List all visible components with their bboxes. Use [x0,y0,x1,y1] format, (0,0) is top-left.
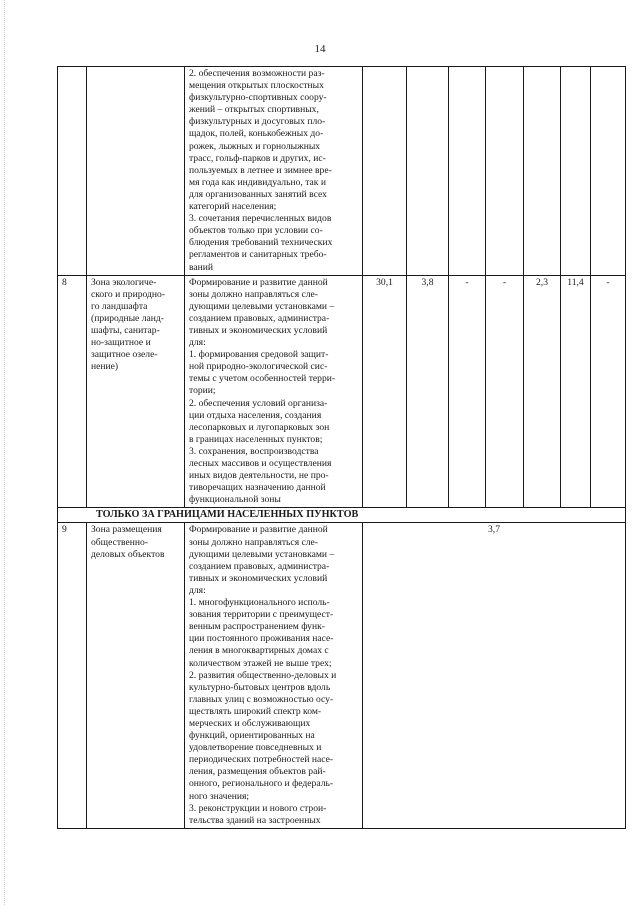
continuation-text: 2. обеспечения возможности раз- мещения открытых плоскостных физкультурно-спортивных соору- жений – открытых спортивных, физкультурных и досуговых пло- щадок, полей, конькобежных до- рожек, лыжных и горнолыжных трасс, гольф-парков и других, ис- пользуемых в летнее и зимнее вре- мя года как индивидуально, так и для организованных занятий всех категорий населения; 3. сочетания перечисленных видов объектов только при условии со- блюдения требований технических регламентов и санитарных требо- ваний [189,68,333,273]
value-cell: 3,8 [407,275,449,508]
page-number: 14 [314,43,326,55]
cell-value [486,67,524,276]
zone-description-text: Формирование и развитие данной зоны должно направляться сле- дующими целевыми установками – созданием правовых, администра- тивных и экономических условий для: 1. многофункционального исполь- зования территории с преимущест- венным распространением функ- ции постоянного проживания насе- ления в многоквартирных домах с количеством этажей не выше трех; 2. развития общественно-деловых и культурно-бытовых центров вдоль главных улиц с возможностью осу- ществлять широкий спектр ком- мерческих и обслуживающих функций, ориентированных на удовлетворение повседневных и периодических потребностей насе- ления, размещения объектов рай- онного, регионального и федераль- ного значения; 3. реконструкции и нового строи- тельства зданий на застроенных [189,524,337,826]
zones-table [57,66,626,829]
cell-value [561,67,591,276]
zone-name-text: Зона размещения общественно- деловых объектов [91,524,165,560]
table-row-9 [58,523,626,828]
zone-name [87,523,185,828]
zone-description [185,275,363,508]
zone-name [87,275,185,508]
cell-description [185,67,363,276]
zone-name-text: Зона экологиче- ского и природно- го ландшафта (природные ланд- шафты, санитар- но-защитное и защитное озеле- нение) [91,276,166,373]
row-number: 9 [58,523,87,828]
value-cell: 30,1 [363,275,407,508]
table-row-8 [58,275,626,508]
table-row-continuation [58,67,626,276]
value-cell: 2,3 [524,275,561,508]
value-cell: 11,4 [561,275,591,508]
scan-edge-line [4,0,5,905]
cell-value [449,67,486,276]
value-cell: - [449,275,486,508]
cell-value [363,67,407,276]
zone-description [185,523,363,828]
zone-description-text: Формирование и развитие данной зоны должно направляться сле- дующими целевыми установками – созданием правовых, администра- тивных и экономических условий для: 1. формирования средовой защит- ной природно-экологической сис- темы с учетом особенностей терри- тории; 2. обеспечения условий организа- ции отдыха населения, создания лесопарковых и лугопарковых зон в границах населенных пунктов; 3. сохранения, воспроизводства лесных массивов и осуществления иных видов деятельности, не про- тиворечащих назначению данной функциональной зоны [189,276,336,506]
value-cell: - [591,275,626,508]
cell-value [407,67,449,276]
value-cell: - [486,275,524,508]
merged-value-cell: 3,7 [363,523,626,828]
cell-num [58,67,87,276]
row-number: 8 [58,275,87,508]
cell-value [591,67,626,276]
section-header: ТОЛЬКО ЗА ГРАНИЦАМИ НАСЕЛЕННЫХ ПУНКТОВ [58,508,626,523]
cell-value [524,67,561,276]
cell-zone [87,67,185,276]
section-header-row [58,508,626,523]
